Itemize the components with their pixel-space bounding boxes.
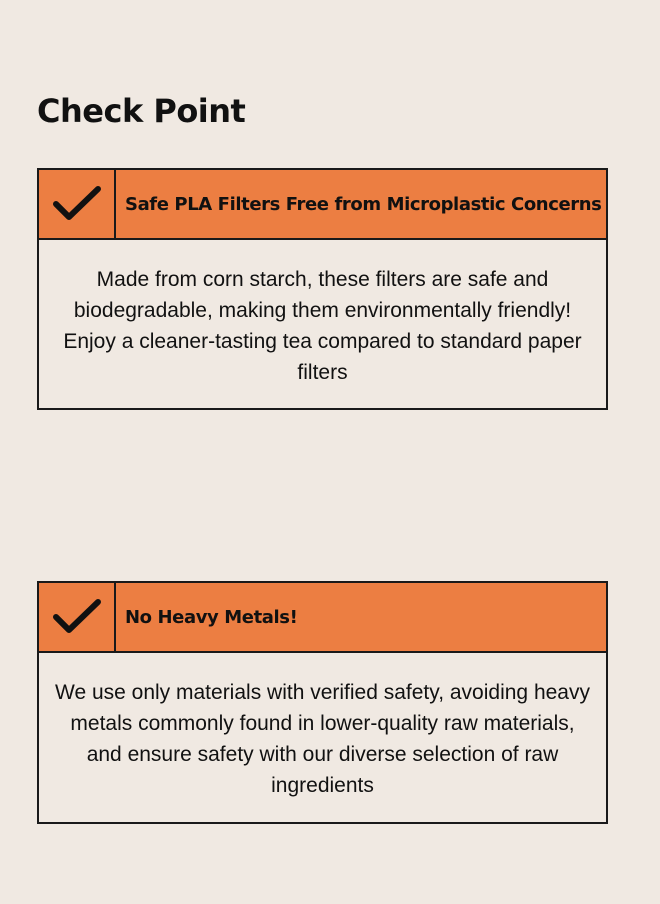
card-description: Made from corn starch, these filters are safe and biodegradable, making them environmentally friendly! Enjoy a cleaner-tasting tea compared to standard paper filters xyxy=(63,268,582,384)
card-body xyxy=(39,653,606,801)
checkmark-icon xyxy=(52,184,102,224)
card-heading: Safe PLA Filters Free from Microplastic Concerns xyxy=(125,193,602,215)
card-description: We use only materials with verified safety, avoiding heavy metals commonly found in lower-quality raw materials, and ensure safety with our diverse selection of raw ingredients xyxy=(55,681,590,797)
card-heading: No Heavy Metals! xyxy=(125,606,298,628)
check-cell xyxy=(39,170,116,238)
page-title: Check Point xyxy=(37,92,246,130)
check-point-card-heavy-metals xyxy=(37,581,608,824)
card-body xyxy=(39,240,606,388)
check-point-card-pla-filters xyxy=(37,168,608,410)
checkmark-icon xyxy=(52,597,102,637)
check-cell xyxy=(39,583,116,651)
card-header xyxy=(39,170,606,240)
card-header xyxy=(39,583,606,653)
